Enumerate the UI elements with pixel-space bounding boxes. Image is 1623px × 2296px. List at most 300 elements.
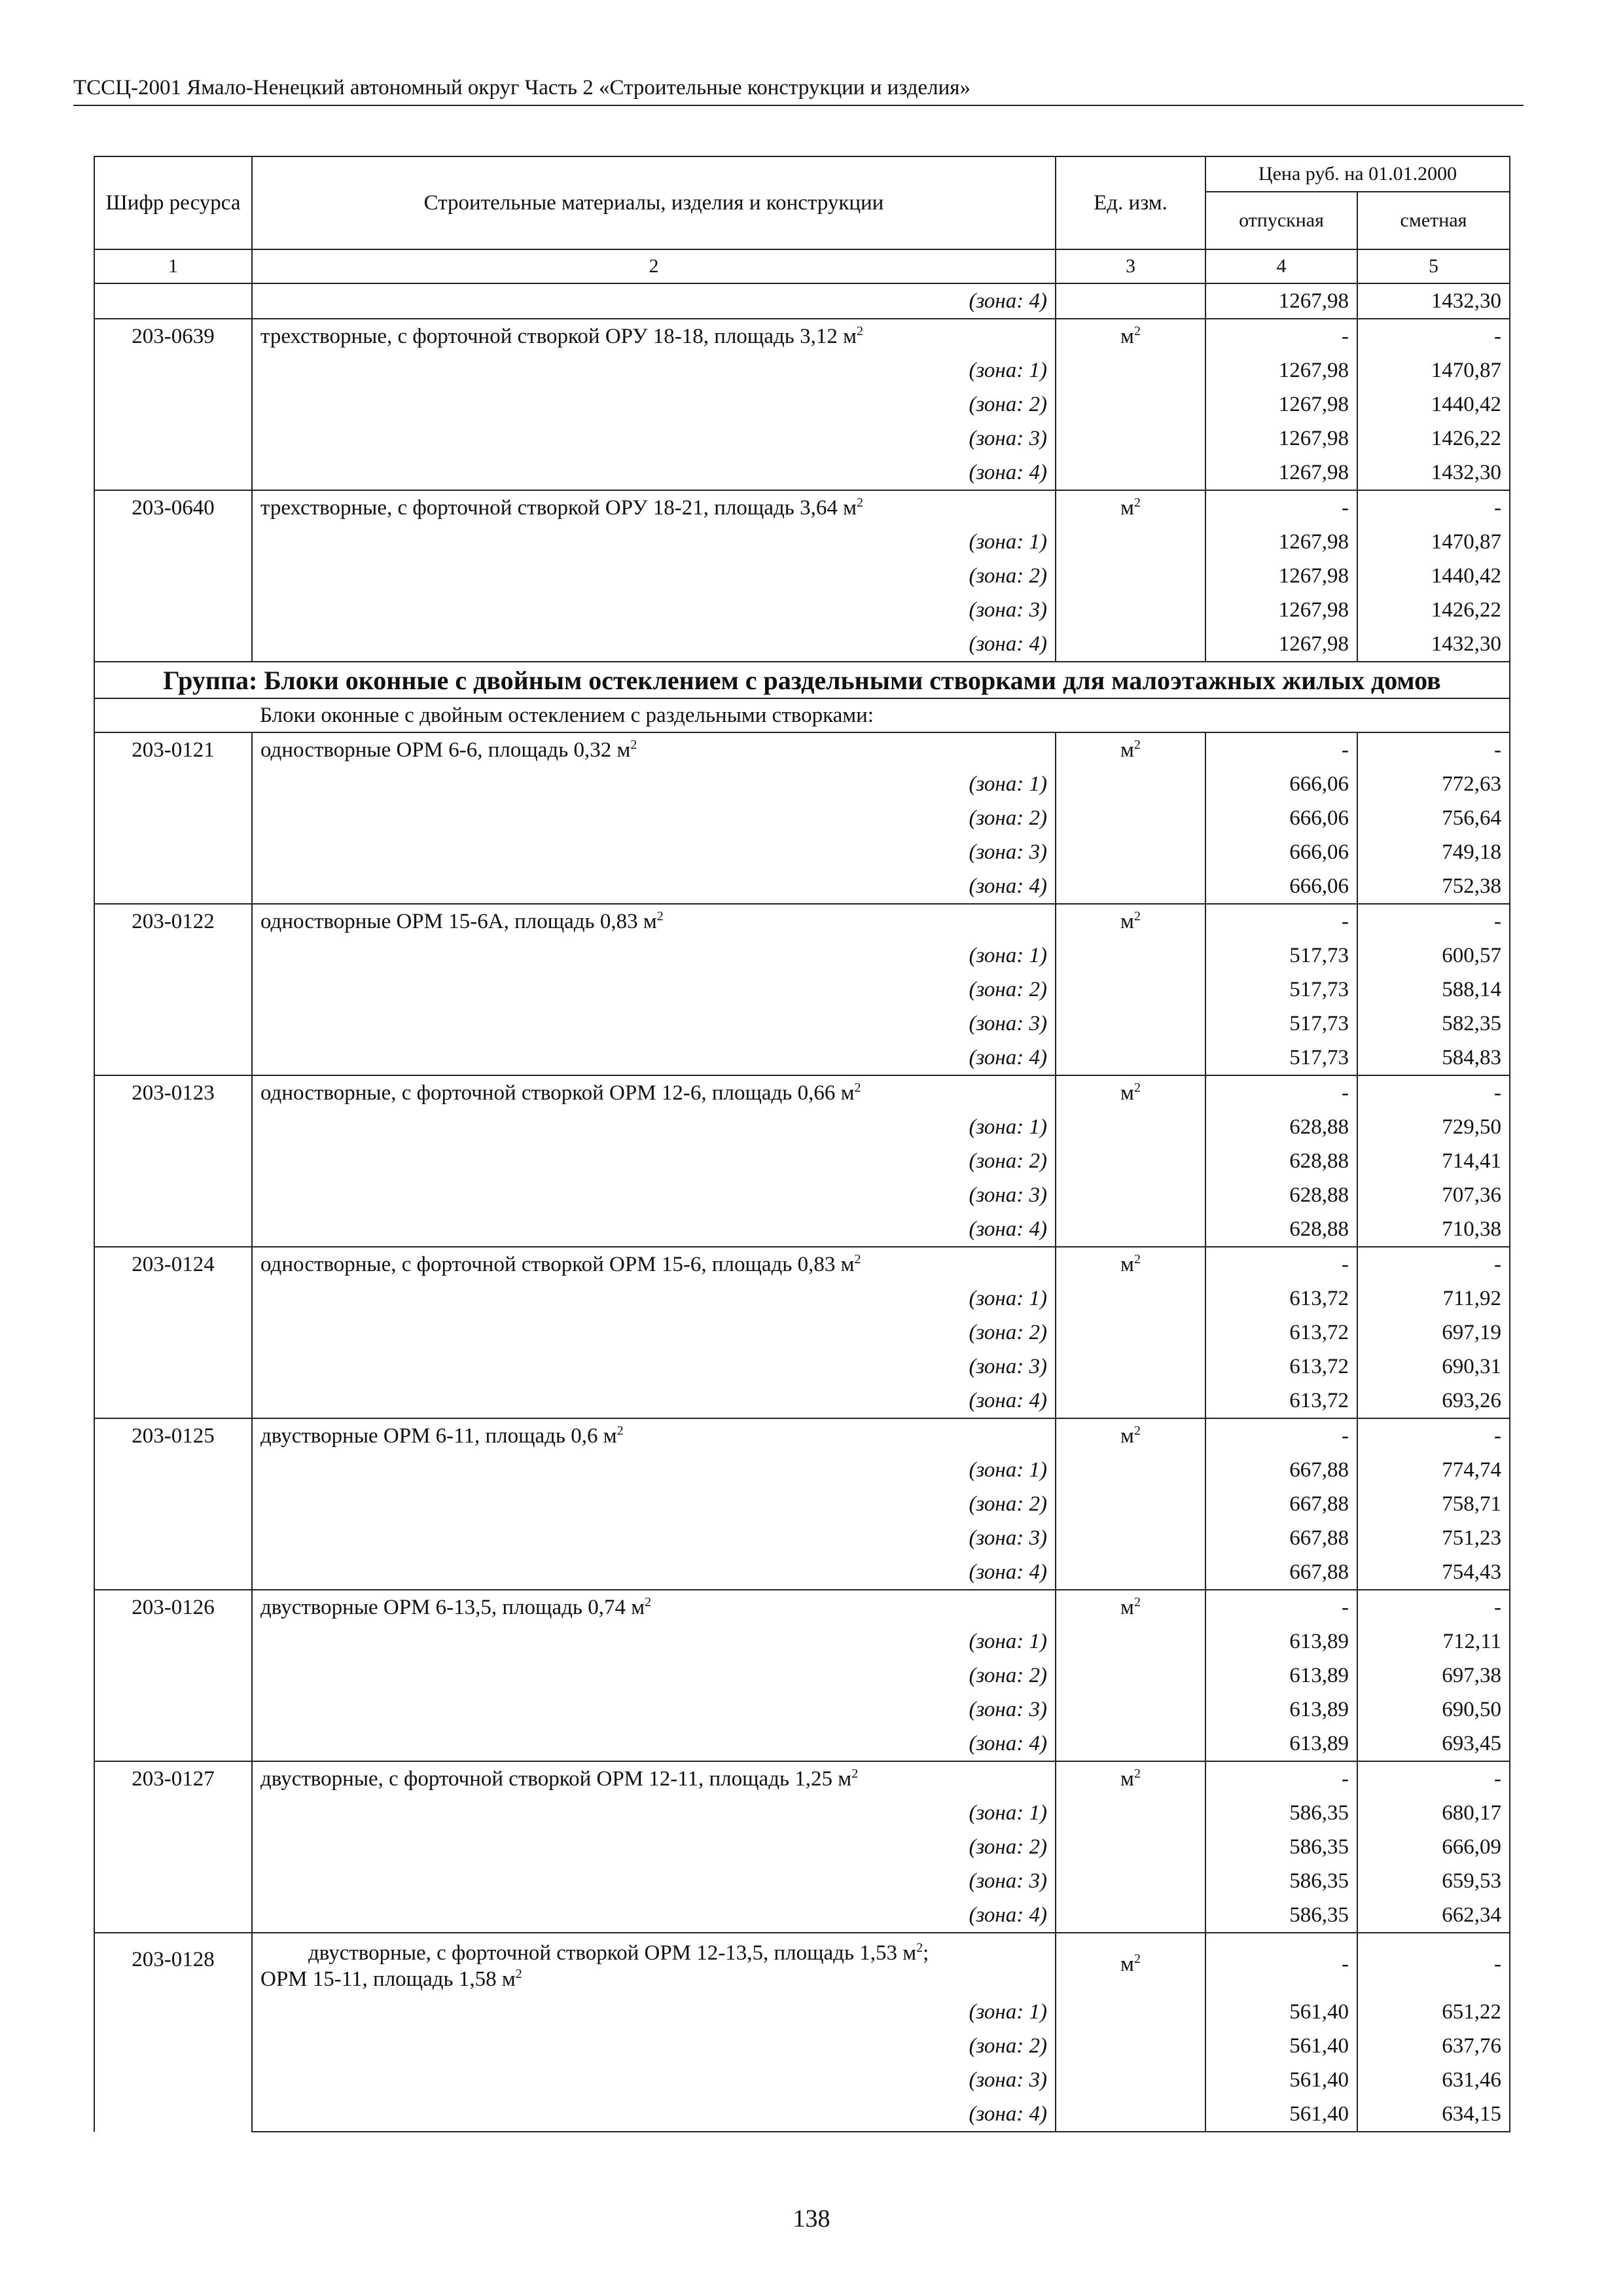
cell-release: 666,06: [1205, 767, 1357, 801]
cell-estimate: 697,19: [1357, 1316, 1510, 1350]
cell-unit: [1056, 2029, 1205, 2063]
zone-row: [94, 1350, 1510, 1384]
colnum-1: 1: [94, 249, 252, 283]
cell-release: 517,73: [1205, 1007, 1357, 1041]
cell-unit: [1056, 1007, 1205, 1041]
cell-zone: (зона: 1): [252, 525, 1056, 559]
zone-row: [94, 1384, 1510, 1418]
page-number: 138: [793, 2205, 830, 2233]
cell-estimate: -: [1357, 1075, 1510, 1110]
cell-zone: (зона: 1): [252, 1282, 1056, 1316]
name-power: 2: [616, 1424, 624, 1438]
cell-release: 517,73: [1205, 1041, 1357, 1075]
zone-row: [94, 1995, 1510, 2029]
cell-estimate: -: [1357, 490, 1510, 525]
cell-unit: [1056, 1761, 1205, 1796]
cell-zone: (зона: 3): [252, 1864, 1056, 1898]
cell-estimate: 752,38: [1357, 869, 1510, 904]
cell-release: -: [1205, 732, 1357, 767]
cell-unit: [1056, 732, 1205, 767]
item-row: [94, 490, 1510, 525]
cell-zone: (зона: 1): [252, 1624, 1056, 1659]
cell-unit: [1056, 1933, 1205, 1995]
cell-estimate: -: [1357, 319, 1510, 353]
table-header-row-1: [94, 156, 1510, 192]
zone-row: [94, 1487, 1510, 1521]
cell-estimate: 662,34: [1357, 1898, 1510, 1933]
zone-row: [94, 353, 1510, 387]
cell-release: 628,88: [1205, 1178, 1357, 1212]
subgroup-title: Блоки оконные с двойным остеклением с раздельными створками:: [94, 698, 1510, 732]
unit-power: 2: [1133, 1595, 1141, 1609]
cell-name: [252, 1933, 1056, 1995]
cell-unit: [1056, 1864, 1205, 1898]
cell-release: 613,89: [1205, 1727, 1357, 1761]
zone-row: [94, 525, 1510, 559]
cell-zone: (зона: 2): [252, 1144, 1056, 1178]
item-row: [94, 1933, 1510, 1995]
cell-release: 667,88: [1205, 1555, 1357, 1590]
zone-row: [94, 835, 1510, 869]
cell-estimate: 754,43: [1357, 1555, 1510, 1590]
cell-release: 628,88: [1205, 1212, 1357, 1247]
cell-zone: (зона: 4): [252, 1384, 1056, 1418]
cell-unit: [1056, 1830, 1205, 1864]
cell-zone: (зона: 3): [252, 593, 1056, 627]
colnum-5: 5: [1357, 249, 1510, 283]
cell-release: -: [1205, 904, 1357, 939]
cell-estimate: 774,74: [1357, 1453, 1510, 1487]
cell-unit: [1056, 1590, 1205, 1624]
col-header-price: Цена руб. на 01.01.2000: [1205, 156, 1510, 192]
cell-estimate: 756,64: [1357, 801, 1510, 835]
cell-release: 613,89: [1205, 1659, 1357, 1693]
unit-text: м: [1120, 325, 1134, 348]
cell-release: 561,40: [1205, 2097, 1357, 2132]
zone-row: [94, 767, 1510, 801]
cell-unit: [1056, 1041, 1205, 1075]
cell-unit: [1056, 387, 1205, 422]
item-row: [94, 1590, 1510, 1624]
cell-estimate: 666,09: [1357, 1830, 1510, 1864]
cell-estimate: 1440,42: [1357, 387, 1510, 422]
zone-row: [94, 1693, 1510, 1727]
col-header-release: отпускная: [1205, 192, 1357, 249]
cell-release: 1267,98: [1205, 283, 1357, 319]
unit-power: 2: [1133, 495, 1141, 510]
cell-code: [94, 283, 252, 319]
zone-row: [94, 973, 1510, 1007]
cell-unit: [1056, 869, 1205, 904]
cell-release: 561,40: [1205, 1995, 1357, 2029]
zone-row: [94, 869, 1510, 904]
unit-power: 2: [1133, 1424, 1141, 1438]
cell-release: 666,06: [1205, 801, 1357, 835]
cell-unit: [1056, 767, 1205, 801]
cell-release: 666,06: [1205, 835, 1357, 869]
colnum-3: 3: [1056, 249, 1205, 283]
cell-estimate: 707,36: [1357, 1178, 1510, 1212]
col-header-code: Шифр ресурса: [94, 156, 252, 249]
group-title: Группа: Блоки оконные с двойным остеклением с раздельными створками для малоэтажных жилых домов: [94, 662, 1510, 698]
cell-code: 203-0122: [94, 904, 252, 1075]
name-power: 2: [854, 1252, 861, 1266]
cell-zone: (зона: 4): [252, 1041, 1056, 1075]
cell-estimate: 749,18: [1357, 835, 1510, 869]
cell-release: 1267,98: [1205, 525, 1357, 559]
item-row: [94, 1418, 1510, 1453]
zone-row: [94, 422, 1510, 456]
cell-unit: [1056, 1144, 1205, 1178]
cell-release: -: [1205, 1418, 1357, 1453]
zone-row: [94, 1898, 1510, 1933]
cell-release: 613,72: [1205, 1350, 1357, 1384]
cell-release: 586,35: [1205, 1864, 1357, 1898]
cell-name: [252, 490, 1056, 525]
cell-estimate: 729,50: [1357, 1110, 1510, 1144]
price-table: [94, 156, 1510, 2132]
zone-row: [94, 1144, 1510, 1178]
zone-row: [94, 1041, 1510, 1075]
zone-row: [94, 1212, 1510, 1247]
cell-unit: [1056, 319, 1205, 353]
name-text: одностворные, с форточной створкой ОРМ 12-6, площадь 0,66 м: [260, 1081, 855, 1105]
cell-estimate: 693,26: [1357, 1384, 1510, 1418]
cell-unit: [1056, 1110, 1205, 1144]
cell-zone: (зона: 1): [252, 767, 1056, 801]
subgroup-row: [94, 698, 1510, 732]
cell-name: [252, 904, 1056, 939]
cell-estimate: 1432,30: [1357, 627, 1510, 662]
cell-name: [252, 1075, 1056, 1110]
cell-zone: (зона: 2): [252, 1659, 1056, 1693]
name-power-1: 2: [916, 1941, 923, 1955]
cell-estimate: 710,38: [1357, 1212, 1510, 1247]
zone-row: [94, 627, 1510, 662]
col-header-estimate: сметная: [1357, 192, 1510, 249]
unit-text: м: [1120, 1596, 1134, 1619]
cell-unit: [1056, 1384, 1205, 1418]
zone-row: [94, 387, 1510, 422]
cell-unit: [1056, 939, 1205, 973]
unit-text: м: [1120, 1424, 1134, 1448]
cell-estimate: 582,35: [1357, 1007, 1510, 1041]
cell-unit: [1056, 559, 1205, 593]
cell-code: 203-0123: [94, 1075, 252, 1247]
cell-estimate: -: [1357, 1590, 1510, 1624]
cell-zone: (зона: 2): [252, 801, 1056, 835]
cell-release: 517,73: [1205, 973, 1357, 1007]
cell-unit: [1056, 283, 1205, 319]
cell-name: [252, 1418, 1056, 1453]
cell-release: 586,35: [1205, 1830, 1357, 1864]
cell-unit: [1056, 1350, 1205, 1384]
cell-release: 1267,98: [1205, 387, 1357, 422]
cell-estimate: 651,22: [1357, 1995, 1510, 2029]
cell-release: 667,88: [1205, 1453, 1357, 1487]
cell-name: [252, 732, 1056, 767]
name-power: 2: [856, 495, 863, 510]
cell-estimate: -: [1357, 1247, 1510, 1282]
cell-estimate: -: [1357, 1933, 1510, 1995]
cell-estimate: 714,41: [1357, 1144, 1510, 1178]
zone-row: [94, 1624, 1510, 1659]
cell-estimate: 697,38: [1357, 1659, 1510, 1693]
name-text: одностворные ОРМ 15-6А, площадь 0,83 м: [260, 910, 657, 933]
cell-unit: [1056, 835, 1205, 869]
cell-zone: (зона: 1): [252, 1453, 1056, 1487]
cell-zone: (зона: 3): [252, 1178, 1056, 1212]
cell-release: 1267,98: [1205, 353, 1357, 387]
cell-release: 1267,98: [1205, 559, 1357, 593]
item-row: [94, 1075, 1510, 1110]
cell-zone: (зона: 1): [252, 1995, 1056, 2029]
cell-release: 561,40: [1205, 2063, 1357, 2097]
colnum-2: 2: [252, 249, 1056, 283]
zone-row: [94, 1521, 1510, 1555]
col-header-name: Строительные материалы, изделия и конструкции: [252, 156, 1056, 249]
name-text: двустворные, с форточной створкой ОРМ 12-11, площадь 1,25 м: [260, 1767, 852, 1791]
cell-estimate: 637,76: [1357, 2029, 1510, 2063]
cell-estimate: 690,50: [1357, 1693, 1510, 1727]
cell-release: 586,35: [1205, 1796, 1357, 1830]
zone-row: [94, 1007, 1510, 1041]
zone-row: [94, 1796, 1510, 1830]
cell-estimate: 758,71: [1357, 1487, 1510, 1521]
zone-row: [94, 2029, 1510, 2063]
cell-unit: [1056, 1727, 1205, 1761]
cell-code: 203-0124: [94, 1247, 252, 1418]
unit-power: 2: [1133, 1252, 1141, 1266]
cell-release: 628,88: [1205, 1144, 1357, 1178]
unit-text: м: [1120, 1081, 1134, 1105]
cell-zone: (зона: 4): [252, 1727, 1056, 1761]
name-power: 2: [656, 909, 664, 924]
cell-code: 203-0127: [94, 1761, 252, 1933]
cell-release: 667,88: [1205, 1487, 1357, 1521]
unit-power: 2: [1133, 1767, 1141, 1781]
zone-row: [94, 593, 1510, 627]
name-power: 2: [856, 324, 863, 338]
cell-estimate: 1432,30: [1357, 456, 1510, 490]
zone-row: [94, 1453, 1510, 1487]
cell-unit: [1056, 2097, 1205, 2132]
cell-estimate: 711,92: [1357, 1282, 1510, 1316]
continuation-row: [94, 283, 1510, 319]
cell-zone: (зона: 4): [252, 1898, 1056, 1933]
cell-estimate: -: [1357, 732, 1510, 767]
zone-row: [94, 1110, 1510, 1144]
cell-code: 203-0125: [94, 1418, 252, 1590]
group-row: [94, 662, 1510, 698]
cell-unit: [1056, 1624, 1205, 1659]
unit-power: 2: [1133, 909, 1141, 924]
cell-release: 1267,98: [1205, 627, 1357, 662]
cell-zone: (зона: 3): [252, 1350, 1056, 1384]
cell-unit: [1056, 1282, 1205, 1316]
cell-release: 586,35: [1205, 1898, 1357, 1933]
zone-row: [94, 456, 1510, 490]
name-text-2: ОРМ 15-11, площадь 1,58 м: [260, 1967, 516, 1991]
cell-zone: (зона: 2): [252, 1487, 1056, 1521]
cell-estimate: 1426,22: [1357, 593, 1510, 627]
item-row: [94, 1761, 1510, 1796]
cell-zone: (зона: 3): [252, 835, 1056, 869]
cell-release: 1267,98: [1205, 422, 1357, 456]
cell-release: 613,89: [1205, 1693, 1357, 1727]
cell-estimate: 634,15: [1357, 2097, 1510, 2132]
cell-zone: (зона: 2): [252, 559, 1056, 593]
cell-release: -: [1205, 1933, 1357, 1995]
cell-name: [252, 1590, 1056, 1624]
cell-estimate: 1470,87: [1357, 525, 1510, 559]
cell-estimate: -: [1357, 904, 1510, 939]
cell-estimate: 693,45: [1357, 1727, 1510, 1761]
cell-estimate: 1426,22: [1357, 422, 1510, 456]
cell-unit: [1056, 2063, 1205, 2097]
cell-zone: (зона: 4): [252, 1555, 1056, 1590]
cell-name: [252, 1761, 1056, 1796]
zone-row: [94, 2097, 1510, 2132]
cell-release: -: [1205, 1075, 1357, 1110]
cell-unit: [1056, 904, 1205, 939]
cell-unit: [1056, 801, 1205, 835]
cell-zone: (зона: 3): [252, 422, 1056, 456]
cell-zone: (зона: 1): [252, 1110, 1056, 1144]
col-header-unit: Ед. изм.: [1056, 156, 1205, 249]
name-power: 2: [630, 738, 637, 752]
cell-estimate: 690,31: [1357, 1350, 1510, 1384]
cell-unit: [1056, 1247, 1205, 1282]
name-text-1: двустворные, с форточной створкой ОРМ 12-13,5, площадь 1,53 м: [308, 1941, 917, 1965]
colnum-4: 4: [1205, 249, 1357, 283]
unit-text: м: [1120, 1253, 1134, 1276]
name-power: 2: [645, 1595, 652, 1609]
zone-row: [94, 1830, 1510, 1864]
cell-unit: [1056, 1555, 1205, 1590]
cell-release: 1267,98: [1205, 593, 1357, 627]
cell-unit: [1056, 353, 1205, 387]
cell-release: 666,06: [1205, 869, 1357, 904]
name-text: трехстворные, с форточной створкой ОРУ 18-21, площадь 3,64 м: [260, 496, 857, 520]
zone-row: [94, 1555, 1510, 1590]
page-header-title: ТССЦ-2001 Ямало-Ненецкий автономный округ Часть 2 «Строительные конструкции и изделия»: [73, 73, 1524, 106]
cell-zone: (зона: 2): [252, 387, 1056, 422]
name-sep: ;: [923, 1941, 929, 1965]
item-row: [94, 732, 1510, 767]
cell-zone: (зона: 3): [252, 1693, 1056, 1727]
unit-text: м: [1120, 496, 1134, 520]
cell-name: [252, 319, 1056, 353]
cell-unit: [1056, 1075, 1205, 1110]
unit-text: м: [1120, 1952, 1134, 1976]
name-text: двустворные ОРМ 6-11, площадь 0,6 м: [260, 1424, 617, 1448]
unit-power: 2: [1133, 1081, 1141, 1095]
name-power-2: 2: [515, 1967, 522, 1981]
unit-power: 2: [1133, 1952, 1141, 1966]
cell-unit: [1056, 627, 1205, 662]
cell-code: 203-0639: [94, 319, 252, 490]
cell-release: 517,73: [1205, 939, 1357, 973]
cell-zone: (зона: 2): [252, 1830, 1056, 1864]
cell-unit: [1056, 1796, 1205, 1830]
cell-release: 613,89: [1205, 1624, 1357, 1659]
zone-row: [94, 1178, 1510, 1212]
item-row: [94, 904, 1510, 939]
cell-zone: (зона: 4): [252, 2097, 1056, 2132]
cell-estimate: 712,11: [1357, 1624, 1510, 1659]
column-numbers-row: [94, 249, 1510, 283]
cell-zone: (зона: 2): [252, 973, 1056, 1007]
item-row: [94, 319, 1510, 353]
cell-estimate: 772,63: [1357, 767, 1510, 801]
cell-zone: (зона: 1): [252, 353, 1056, 387]
name-power: 2: [851, 1767, 859, 1781]
cell-zone: (зона: 2): [252, 1316, 1056, 1350]
zone-row: [94, 1659, 1510, 1693]
cell-code: 203-0126: [94, 1590, 252, 1761]
name-text: одностворные ОРМ 6-6, площадь 0,32 м: [260, 738, 631, 762]
unit-text: м: [1120, 910, 1134, 933]
cell-code: 203-0128: [94, 1933, 252, 2132]
cell-estimate: 584,83: [1357, 1041, 1510, 1075]
zone-row: [94, 1727, 1510, 1761]
zone-row: [94, 801, 1510, 835]
zone-row: [94, 1316, 1510, 1350]
cell-unit: [1056, 525, 1205, 559]
cell-zone: (зона: 3): [252, 1007, 1056, 1041]
cell-release: -: [1205, 1590, 1357, 1624]
cell-unit: [1056, 1487, 1205, 1521]
zone-row: [94, 1864, 1510, 1898]
cell-unit: [1056, 1898, 1205, 1933]
cell-estimate: 600,57: [1357, 939, 1510, 973]
unit-power: 2: [1133, 324, 1141, 338]
cell-zone: (зона: 3): [252, 2063, 1056, 2097]
cell-estimate: 1470,87: [1357, 353, 1510, 387]
cell-unit: [1056, 593, 1205, 627]
zone-row: [94, 2063, 1510, 2097]
cell-zone: (зона: 1): [252, 939, 1056, 973]
cell-estimate: -: [1357, 1418, 1510, 1453]
cell-zone: (зона: 1): [252, 1796, 1056, 1830]
cell-unit: [1056, 490, 1205, 525]
name-power: 2: [854, 1081, 861, 1095]
cell-estimate: 1440,42: [1357, 559, 1510, 593]
cell-unit: [1056, 1995, 1205, 2029]
unit-text: м: [1120, 738, 1134, 762]
cell-release: 1267,98: [1205, 456, 1357, 490]
cell-estimate: 751,23: [1357, 1521, 1510, 1555]
cell-zone: (зона: 4): [252, 869, 1056, 904]
cell-name: [252, 1247, 1056, 1282]
cell-release: 613,72: [1205, 1384, 1357, 1418]
cell-zone: (зона: 4): [252, 283, 1056, 319]
item-row: [94, 1247, 1510, 1282]
cell-estimate: -: [1357, 1761, 1510, 1796]
zone-row: [94, 1282, 1510, 1316]
cell-release: 561,40: [1205, 2029, 1357, 2063]
cell-unit: [1056, 1693, 1205, 1727]
cell-release: -: [1205, 490, 1357, 525]
zone-row: [94, 939, 1510, 973]
cell-unit: [1056, 1453, 1205, 1487]
cell-estimate: 588,14: [1357, 973, 1510, 1007]
cell-zone: (зона: 4): [252, 1212, 1056, 1247]
cell-unit: [1056, 456, 1205, 490]
cell-code: 203-0121: [94, 732, 252, 904]
cell-release: -: [1205, 319, 1357, 353]
